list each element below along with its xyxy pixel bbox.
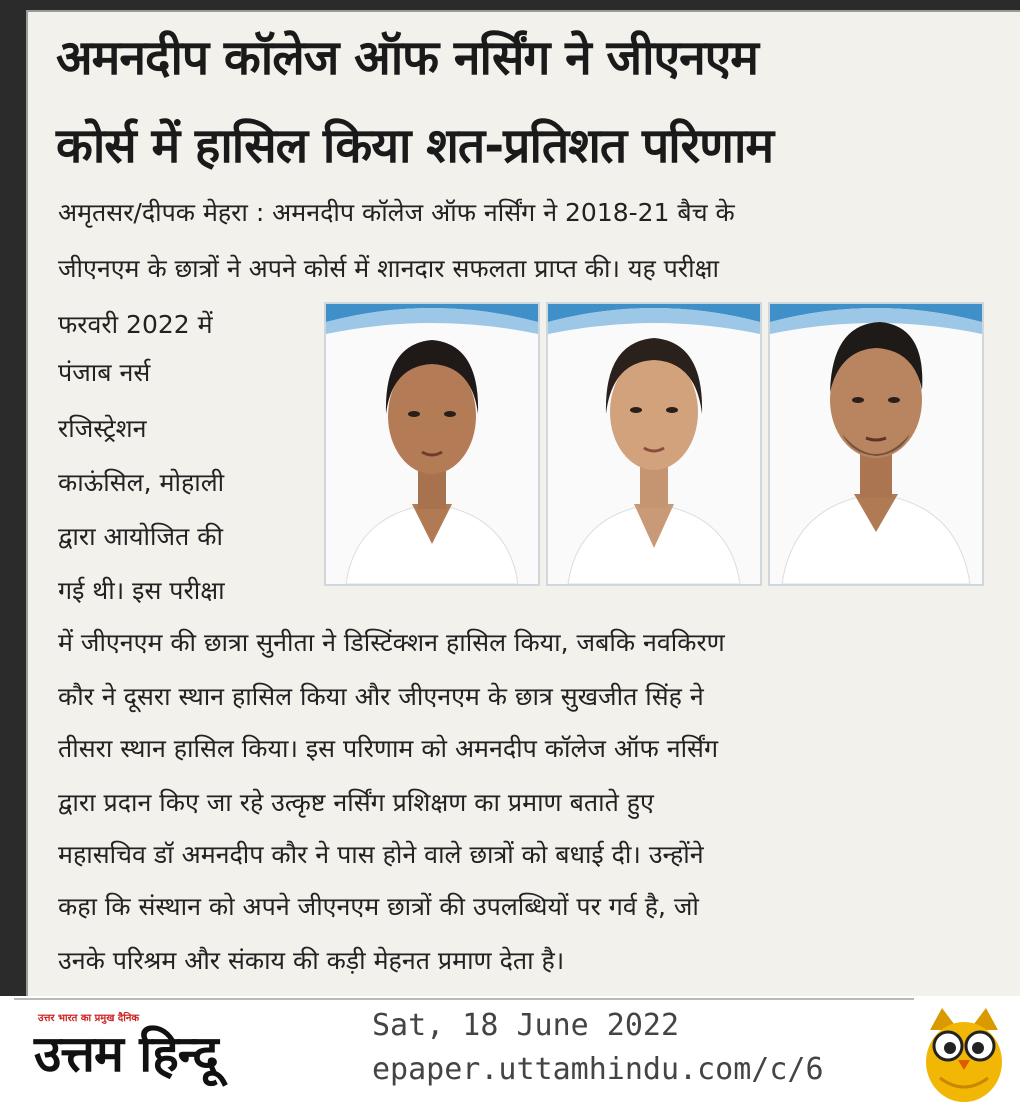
edition-date: Sat, 18 June 2022 (372, 1008, 680, 1043)
headline-line-2: कोर्स में हासिल किया शत-प्रतिशत परिणाम (56, 118, 774, 174)
body-line: में जीएनएम की छात्रा सुनीता ने डिस्टिंक्शन हासिल किया, जबकि नवकिरण (58, 628, 725, 657)
body-line: महासचिव डॉ अमनदीप कौर ने पास होने वाले छात्रों को बधाई दी। उन्होंने (58, 840, 704, 869)
body-line: द्वारा प्रदान किए जा रहे उत्कृष्ट नर्सिंग प्रशिक्षण का प्रमाण बताते हुए (58, 788, 654, 817)
body-line: फरवरी 2022 में (58, 310, 213, 339)
body-line: काऊंसिल, मोहाली (58, 468, 225, 497)
body-line: कहा कि संस्थान को अपने जीएनएम छात्रों की उपलब्धियों पर गर्व है, जो (58, 892, 699, 921)
footer-divider (14, 998, 914, 1000)
body-line: जीएनएम के छात्रों ने अपने कोर्स में शानदार सफलता प्राप्त की। यह परीक्षा (58, 254, 719, 283)
body-line: कौर ने दूसरा स्थान हासिल किया और जीएनएम के छात्र सुखजीत सिंह ने (58, 682, 704, 711)
epaper-url[interactable]: epaper.uttamhindu.com/c/6 (372, 1052, 824, 1087)
student-photo-3 (768, 302, 984, 586)
body-line: गई थी। इस परीक्षा (58, 576, 225, 605)
headline-line-1: अमनदीप कॉलेज ऑफ नर्सिंग ने जीएनएम (56, 30, 758, 86)
body-line: उनके परिश्रम और संकाय की कड़ी मेहनत प्रमाण देता है। (58, 946, 565, 975)
body-line: रजिस्ट्रेशन (58, 414, 147, 443)
body-line: पंजाब नर्स (58, 358, 151, 387)
brand-tagline: उत्तर भारत का प्रमुख दैनिक (38, 1013, 140, 1024)
owl-mascot-icon (920, 1000, 1008, 1104)
body-line: द्वारा आयोजित की (58, 522, 223, 551)
body-line: अमृतसर/दीपक मेहरा : अमनदीप कॉलेज ऑफ नर्सिंग ने 2018-21 बैच के (58, 198, 735, 227)
brand-logo: उत्तम हिन्दू (34, 1025, 218, 1083)
student-photo-1 (324, 302, 540, 586)
student-photo-2 (546, 302, 762, 586)
body-line: तीसरा स्थान हासिल किया। इस परिणाम को अमनदीप कॉलेज ऑफ नर्सिंग (58, 734, 719, 763)
